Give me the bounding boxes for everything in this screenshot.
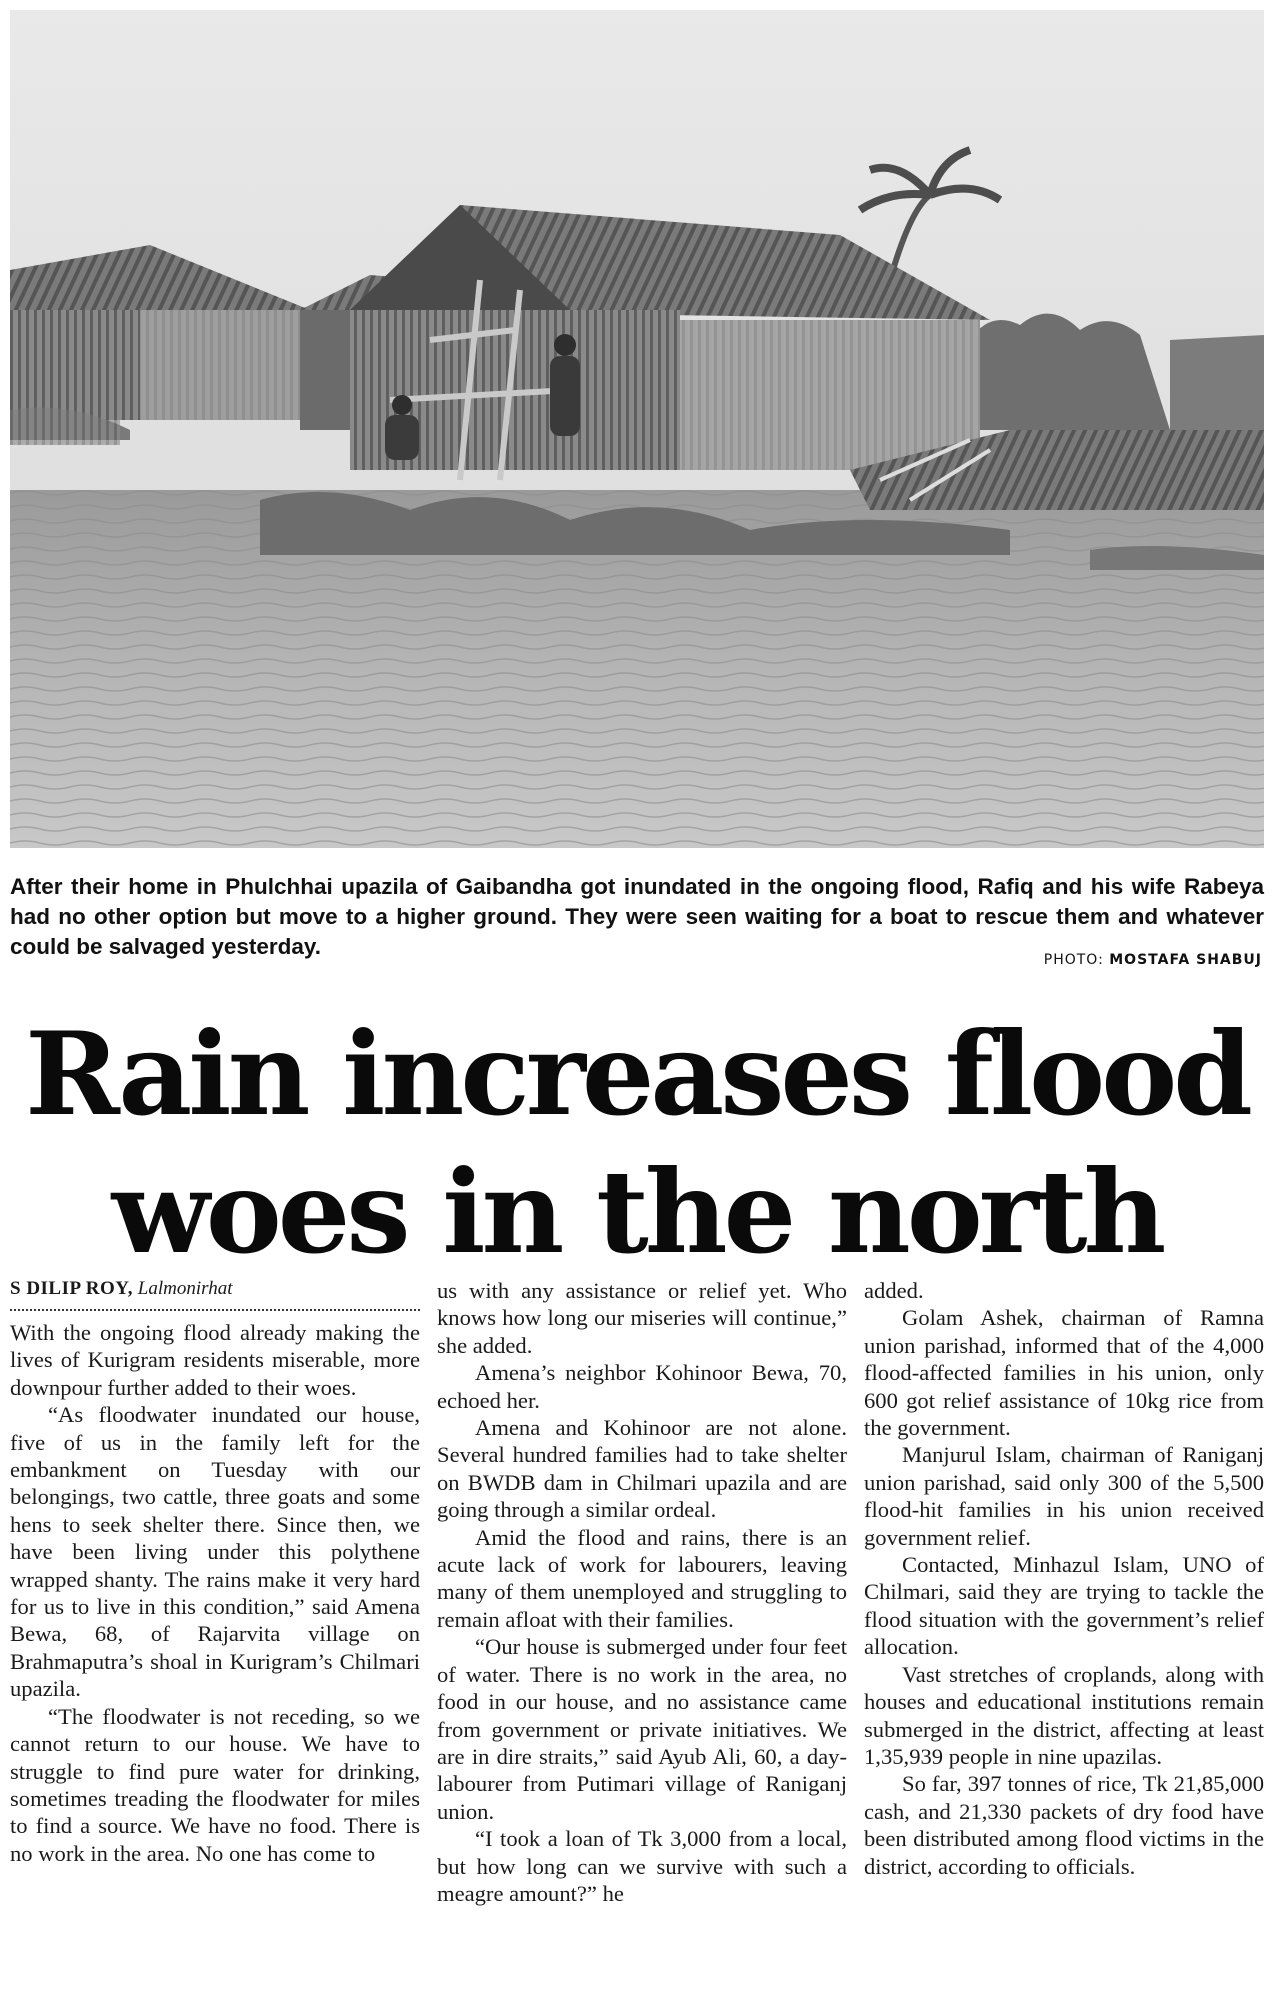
paragraph: “Our house is submerged under four feet of water. There is no work in the area, no food in our house, and no assistance came from government or private initiatives. We are in dire straits,” said Ayub Ali, 60, a day-labourer from Putimari village of Raniganj union. <box>437 1634 847 1824</box>
paragraph: “As floodwater inundated our house, five of us in the family left for the embankment on Tuesday with our belongings, two cattle, three goats and some hens to seek shelter there. Since then, we have been living under this polythene wrapped shanty. The rains make it very hard for us to live in this condition,” said Amena Bewa, 68, of Rajarvita village on Brahmaputra’s shoal in Kurigram’s Chilmari upazila. <box>10 1402 420 1702</box>
byline <box>10 1277 420 1311</box>
paragraph: So far, 397 tonnes of rice, Tk 21,85,000 cash, and 21,330 packets of dry food have been distributed among flood victims in the district, according to officials. <box>864 1771 1264 1879</box>
paragraph: Contacted, Minhazul Islam, UNO of Chilmari, said they are trying to tackle the flood situation with the government’s relief allocation. <box>864 1552 1264 1660</box>
article-column-2 <box>437 1277 847 1907</box>
byline-author: S DILIP ROY, <box>10 1278 134 1299</box>
headline <box>0 1005 1274 1281</box>
photo-credit-name: MOSTAFA SHABUJ <box>1109 952 1262 968</box>
article-column-3 <box>864 1277 1264 1880</box>
paragraph: Amid the flood and rains, there is an acute lack of work for labourers, leaving many of them unemployed and struggling to remain afloat with their families. <box>437 1524 847 1632</box>
paragraph: Manjurul Islam, chairman of Raniganj union parishad, said only 300 of the 5,500 flood-hit families in his union received government relief. <box>864 1442 1264 1550</box>
headline-line-1: Rain increases flood <box>25 1007 1249 1141</box>
headline-line-2: woes in the north <box>111 1145 1163 1279</box>
photo-caption: After their home in Phulchhai upazila of Gaibandha got inundated in the ongoing flood, Rafiq and his wife Rabeya had no other option but move to a higher ground. They were seen waiting for a boat to rescue them and whatever could be salvaged yesterday. <box>10 874 1264 959</box>
paragraph: us with any assistance or relief yet. Who knows how long our miseries will continue,” she added. <box>437 1278 847 1358</box>
article-column-1 <box>10 1277 420 1867</box>
flood-photo-image <box>10 10 1264 848</box>
photo-credit <box>1044 952 1262 968</box>
flood-photo <box>10 10 1264 848</box>
paragraph: “I took a loan of Tk 3,000 from a local, but how long can we survive with such a meagre amount?” he <box>437 1826 847 1906</box>
paragraph: Golam Ashek, chairman of Ramna union parishad, informed that of the 4,000 flood-affected families in his union, only 600 got relief assistance of 10kg rice from the government. <box>864 1305 1264 1441</box>
paragraph: added. <box>864 1278 924 1303</box>
paragraph: Amena’s neighbor Kohinoor Bewa, 70, echoed her. <box>437 1360 847 1413</box>
photo-credit-label: PHOTO: <box>1043 952 1110 968</box>
byline-location: Lalmonirhat <box>133 1278 233 1299</box>
paragraph: Vast stretches of croplands, along with houses and educational institutions remain submerged in the district, affecting at least 1,35,939 people in nine upazilas. <box>864 1661 1264 1769</box>
paragraph: “The floodwater is not receding, so we cannot return to our house. We have to struggle to find pure water for drinking, sometimes treading the floodwater for miles to find a source. We have no food. There is no work in the area. No one has come to <box>10 1703 420 1866</box>
paragraph: With the ongoing flood already making the lives of Kurigram residents miserable, more downpour further added to their woes. <box>10 1320 420 1400</box>
paragraph: Amena and Kohinoor are not alone. Several hundred families had to take shelter on BWDB dam in Chilmari upazila and are going through a similar ordeal. <box>437 1415 847 1523</box>
